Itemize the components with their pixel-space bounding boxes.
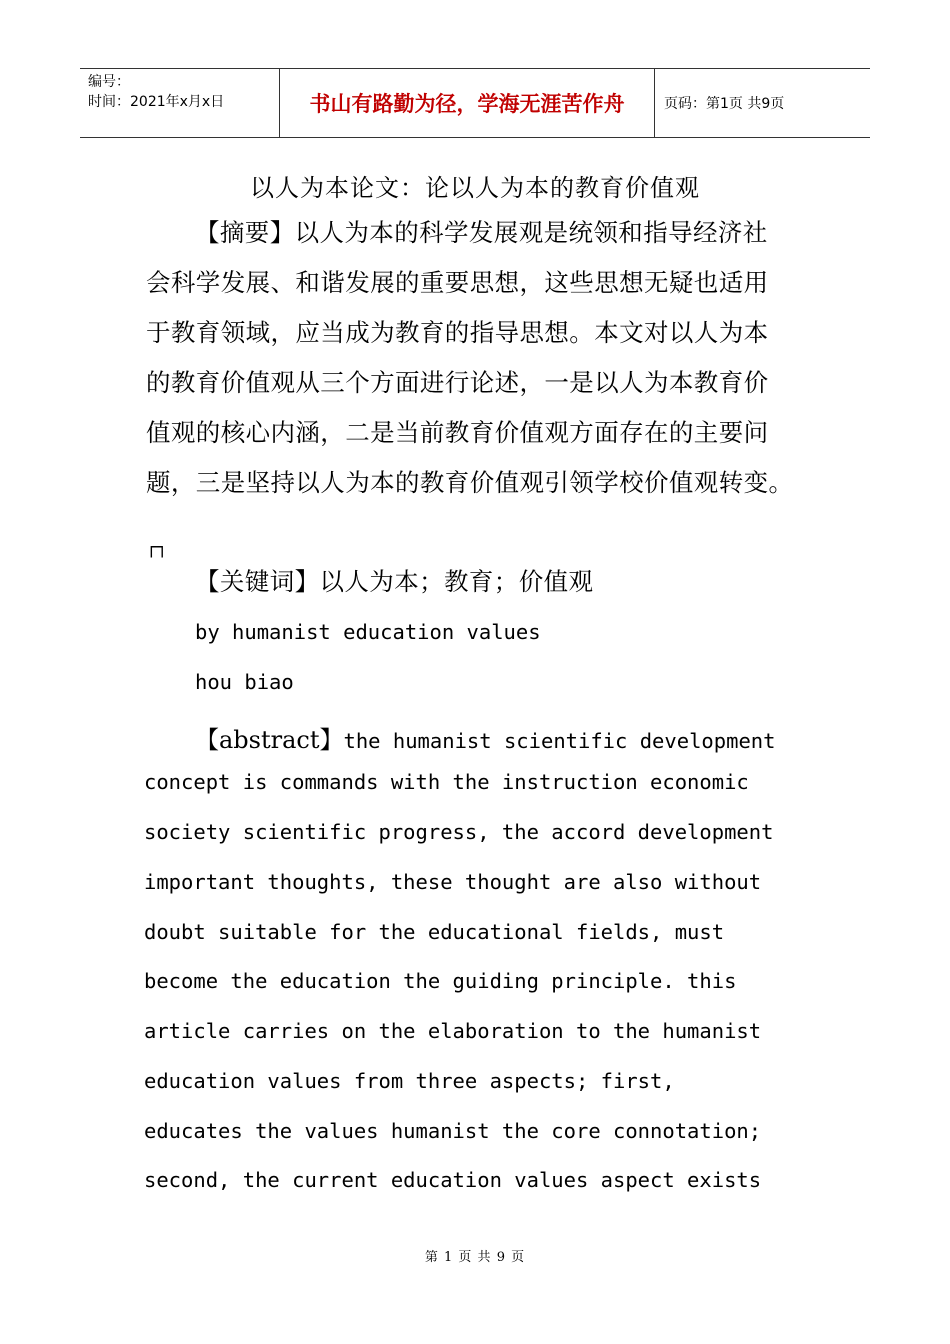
abstract-en-line: education values from three aspects; first, bbox=[144, 1069, 675, 1093]
english-author: hou biao bbox=[195, 670, 294, 694]
abstract-label: 【abstract】 bbox=[195, 726, 344, 754]
abstract-en-line: second, the current education values aspect exists bbox=[144, 1168, 762, 1192]
abstract-en-line: become the education the guiding principle. this bbox=[144, 969, 737, 993]
abstract-zh-line: 值观的核心内涵，二是当前教育价值观方面存在的主要问 bbox=[146, 418, 769, 447]
header-page-label: 页码：第1页 共9页 bbox=[664, 96, 785, 112]
abstract-en-line: doubt suitable for the educational fields, must bbox=[144, 920, 725, 944]
keywords bbox=[146, 557, 806, 607]
document-title: 以人为本论文：论以人为本的教育价值观 bbox=[250, 174, 700, 202]
abstract-zh-line: 会科学发展、和谐发展的重要思想，这些思想无疑也适用 bbox=[146, 268, 769, 297]
keywords-line: 【关键词】以人为本；教育；价值观 bbox=[195, 567, 594, 596]
abstract-en-line: concept is commands with the instruction economic bbox=[144, 770, 749, 794]
serial-label: 编号： bbox=[88, 74, 130, 90]
header-motto: 书山有路勤为径，学海无涯苦作舟 bbox=[280, 69, 655, 137]
page-footer: 第 1 页 共 9 页 bbox=[424, 1250, 526, 1265]
section-mark: ┌┐ bbox=[146, 537, 168, 558]
abstract-zh bbox=[146, 208, 806, 508]
english-title: by humanist education values bbox=[195, 620, 541, 644]
abstract-en-line: article carries on the elaboration to the humanist bbox=[144, 1019, 762, 1043]
abstract-zh-line: 的教育价值观从三个方面进行论述，一是以人为本教育价 bbox=[146, 368, 769, 397]
date-label: 时间：2021年x月x日 bbox=[88, 94, 225, 110]
abstract-zh-line: 题，三是坚持以人为本的教育价值观引领学校价值观转变。 bbox=[146, 468, 794, 497]
abstract-en-line: society scientific progress, the accord development bbox=[144, 820, 774, 844]
header-table bbox=[80, 68, 870, 138]
header-meta-cell bbox=[80, 69, 280, 137]
abstract-en-line: educates the values humanist the core connotation; bbox=[144, 1119, 762, 1143]
abstract-zh-line: 【摘要】以人为本的科学发展观是统领和指导经济社 bbox=[195, 218, 768, 247]
abstract-en-first-line bbox=[195, 720, 775, 755]
abstract-zh-line: 于教育领域，应当成为教育的指导思想。本文对以人为本 bbox=[146, 318, 769, 347]
abstract-en-line: important thoughts, these thought are also without bbox=[144, 870, 762, 894]
abstract-en-line: the humanist scientific development bbox=[343, 729, 776, 753]
